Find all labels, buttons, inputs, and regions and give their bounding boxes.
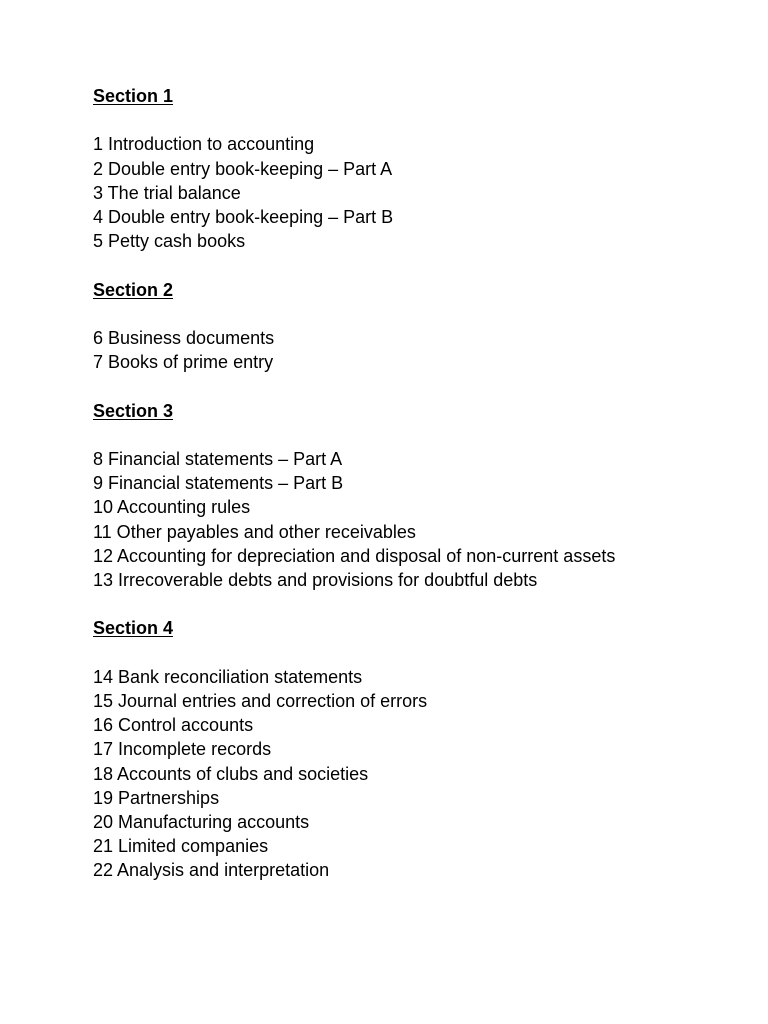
chapter-item: 7 Books of prime entry xyxy=(93,352,274,373)
section-heading: Section 1 xyxy=(93,86,174,106)
chapter-item: 6 Business documents xyxy=(93,327,275,348)
chapter-item: 5 Petty cash books xyxy=(93,231,246,252)
chapter-list xyxy=(93,665,733,883)
section-3 xyxy=(93,399,733,593)
chapter-item: 2 Double entry book-keeping – Part A xyxy=(93,158,393,179)
chapter-item: 1 Introduction to accounting xyxy=(93,134,315,155)
chapter-item: 21 Limited companies xyxy=(93,836,269,857)
section-4 xyxy=(93,616,733,882)
chapter-item: 14 Bank reconciliation statements xyxy=(93,666,363,687)
chapter-item: 15 Journal entries and correction of errors xyxy=(93,690,428,711)
chapter-list xyxy=(93,447,733,592)
chapter-item: 10 Accounting rules xyxy=(93,497,251,518)
chapter-item: 19 Partnerships xyxy=(93,787,220,808)
chapter-list xyxy=(93,326,733,374)
chapter-item: 17 Incomplete records xyxy=(93,739,272,760)
section-heading: Section 4 xyxy=(93,618,174,639)
section-1 xyxy=(93,84,733,253)
chapter-item: 8 Financial statements – Part A xyxy=(93,448,343,469)
section-heading: Section 2 xyxy=(93,279,174,300)
chapter-item: 12 Accounting for depreciation and disposal of non-current assets xyxy=(93,545,616,566)
chapter-item: 3 The trial balance xyxy=(93,182,241,203)
document-page xyxy=(93,84,733,907)
chapter-item: 9 Financial statements – Part B xyxy=(93,473,344,494)
section-2 xyxy=(93,278,733,375)
chapter-item: 4 Double entry book-keeping – Part B xyxy=(93,207,394,227)
chapter-item: 18 Accounts of clubs and societies xyxy=(93,763,369,784)
chapter-item: 13 Irrecoverable debts and provisions for doubtful debts xyxy=(93,569,538,590)
chapter-item: 22 Analysis and interpretation xyxy=(93,860,330,881)
section-heading: Section 3 xyxy=(93,400,174,421)
chapter-item: 20 Manufacturing accounts xyxy=(93,811,310,832)
chapter-list xyxy=(93,132,733,253)
chapter-item: 16 Control accounts xyxy=(93,715,254,736)
chapter-item: 11 Other payables and other receivables xyxy=(93,521,416,542)
